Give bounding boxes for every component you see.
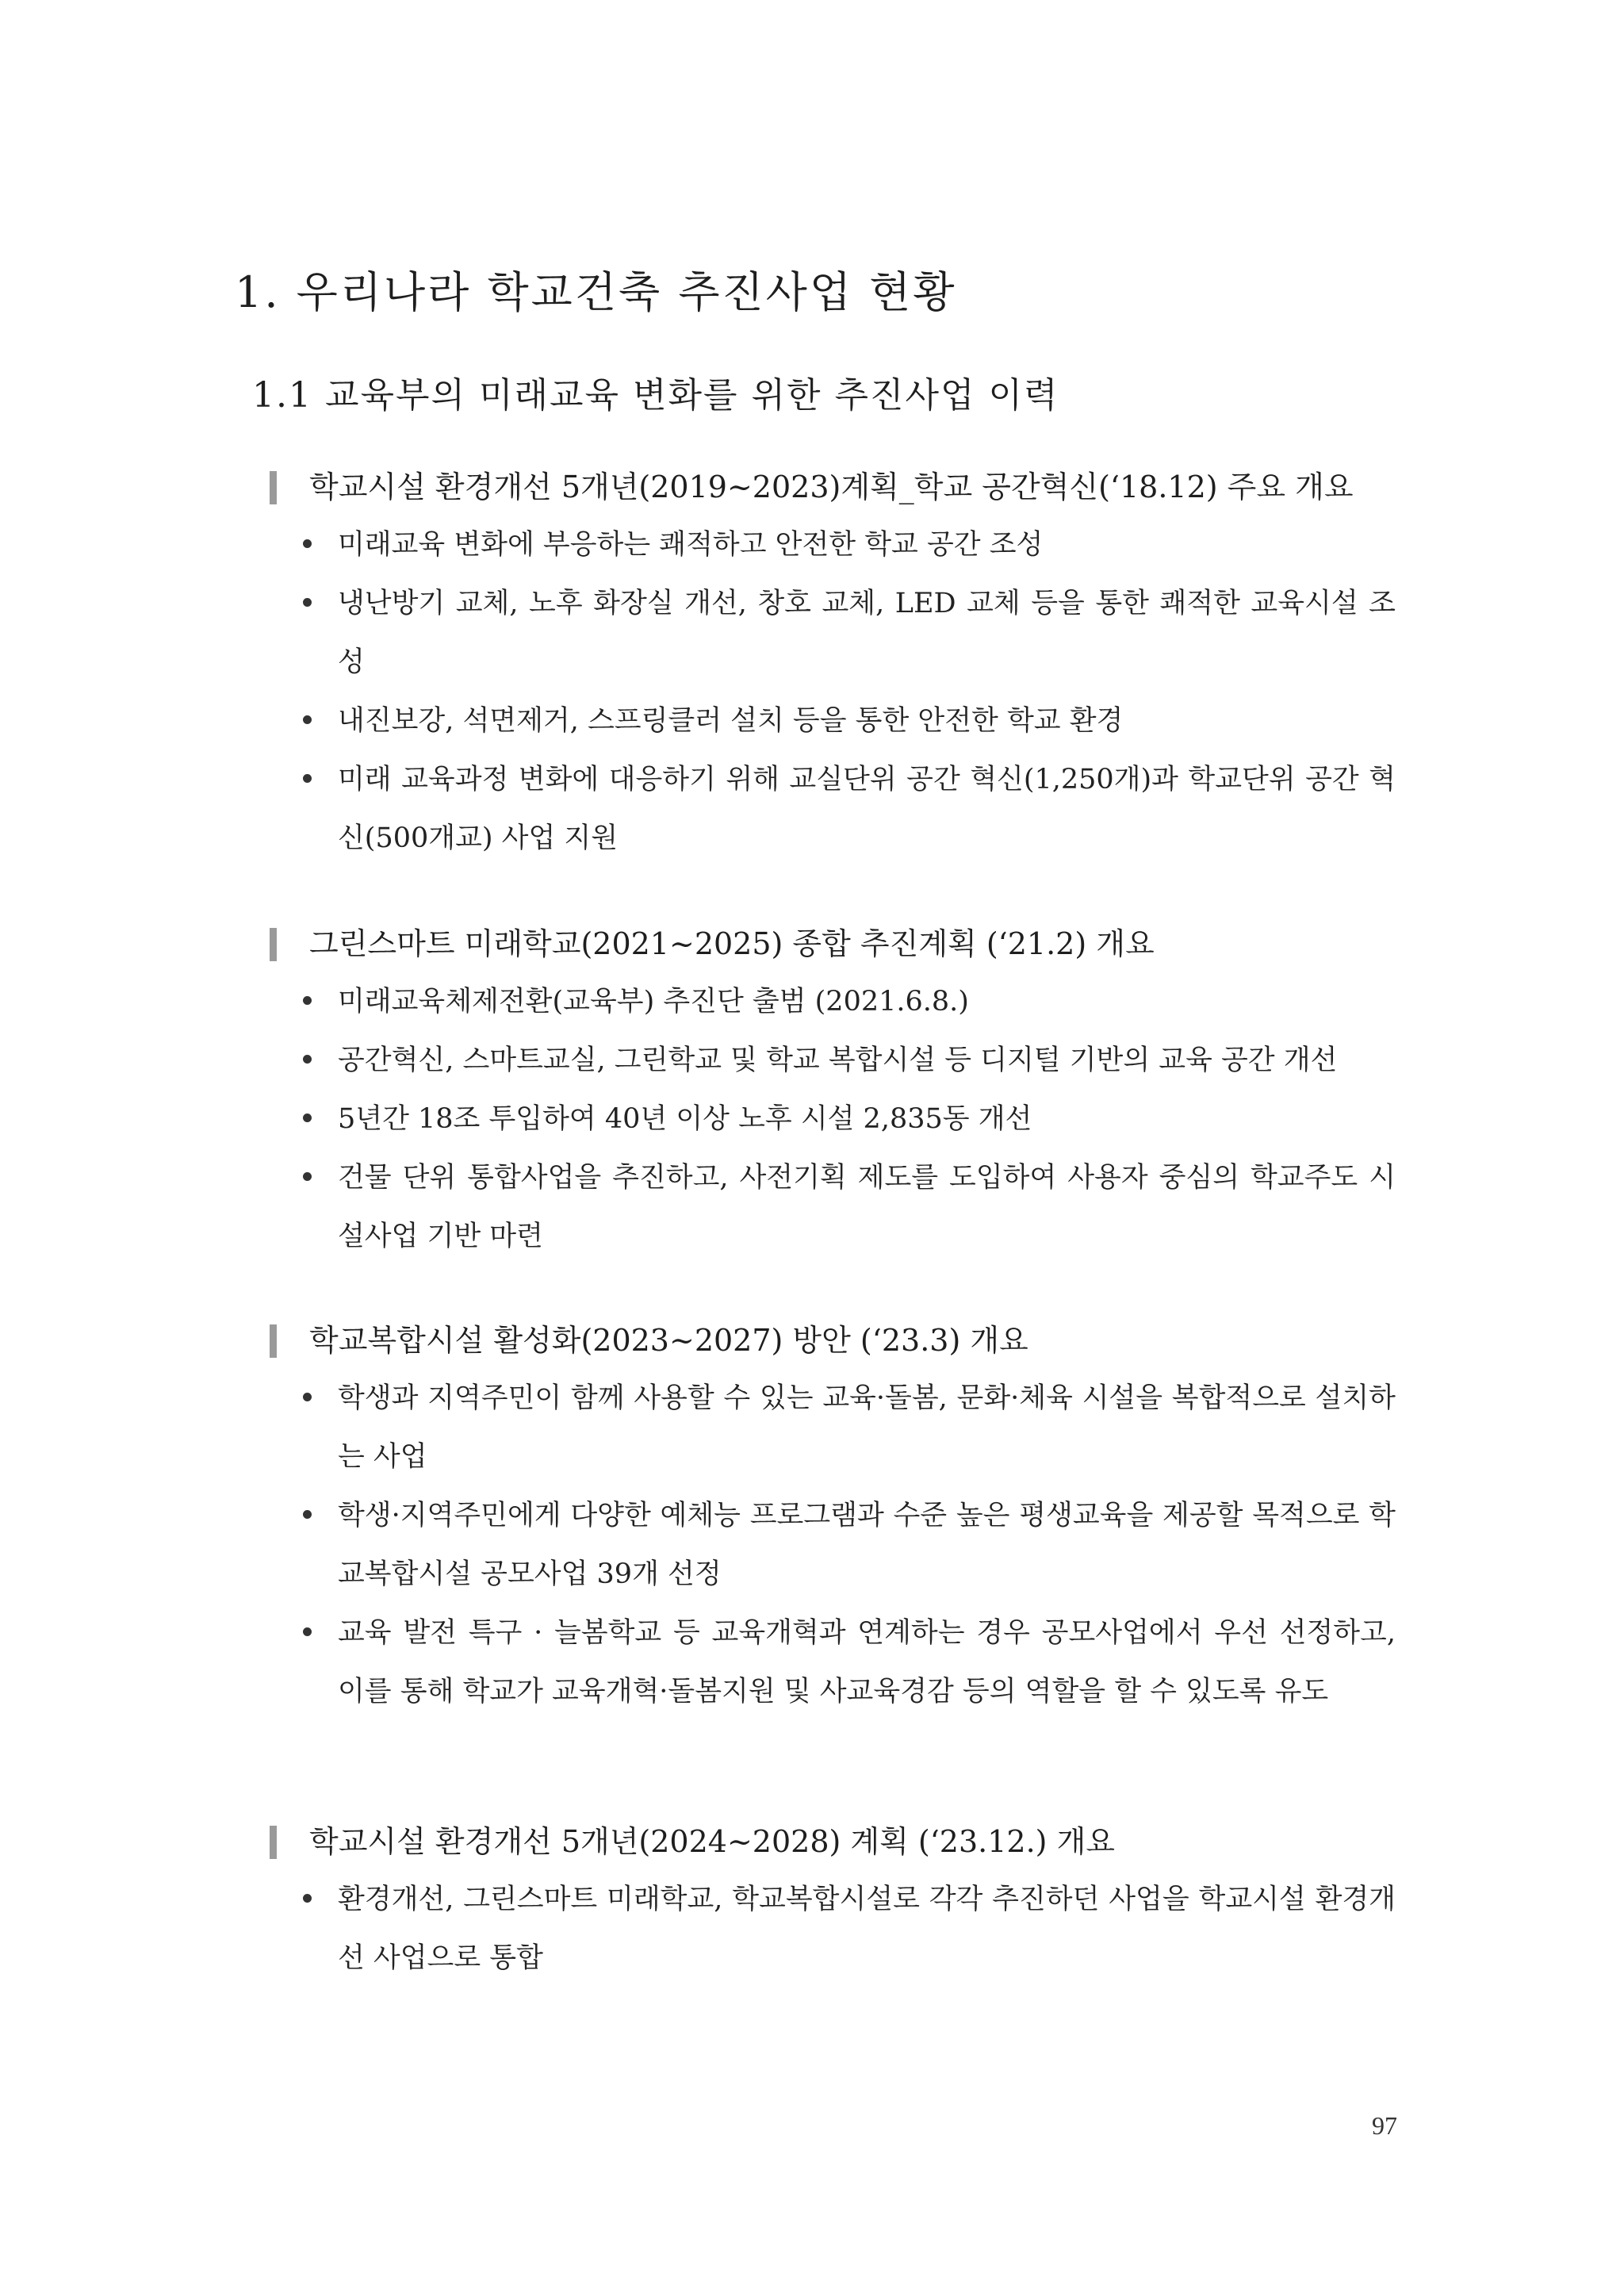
bullet-dot-icon	[303, 539, 312, 548]
list-item: 내진보강, 석면제거, 스프링클러 설치 등을 통한 안전한 학교 환경	[270, 692, 1396, 750]
section-marker-bar	[270, 471, 277, 504]
section-heading: 1.1 교육부의 미래교육 변화를 위한 추진사업 이력	[252, 375, 1059, 416]
bullet-dot-icon	[303, 598, 312, 607]
bullet-dot-icon	[303, 1894, 312, 1903]
list-item: 미래 교육과정 변화에 대응하기 위해 교실단위 공간 혁신(1,250개)과 학교단위 공간 혁신(500개교) 사업 지원	[270, 750, 1396, 868]
list-item: 교육 발전 특구 · 늘봄학교 등 교육개혁과 연계하는 경우 공모사업에서 우선 선정하고, 이를 통해 학교가 교육개혁·돌봄지원 및 사교육경감 등의 역할을 할 수 있도록 유도	[270, 1604, 1396, 1721]
list-item: 공간혁신, 스마트교실, 그린학교 및 학교 복합시설 등 디지털 기반의 교육 공간 개선	[270, 1031, 1396, 1090]
list-item: 미래교육 변화에 부응하는 쾌적하고 안전한 학교 공간 조성	[270, 516, 1396, 574]
subsection-2	[270, 922, 1396, 1266]
bullet-dot-icon	[303, 1627, 312, 1636]
bullet-dot-icon	[303, 1172, 312, 1181]
page-number: 97	[1372, 2111, 1397, 2140]
bullet-dot-icon	[303, 1055, 312, 1064]
subsection-title	[270, 465, 1396, 509]
list-item: 환경개선, 그린스마트 미래학교, 학교복합시설로 각각 추진하던 사업을 학교시설 환경개선 사업으로 통합	[270, 1870, 1396, 1987]
section-marker-bar	[270, 1826, 277, 1859]
bullet-dot-icon	[303, 1114, 312, 1122]
subsection-title	[270, 922, 1396, 966]
subsection-4	[270, 1819, 1396, 1987]
section-marker-bar	[270, 928, 277, 961]
subsection-title	[270, 1819, 1396, 1864]
bullet-dot-icon	[303, 715, 312, 724]
bullet-dot-icon	[303, 774, 312, 783]
bullet-list	[270, 1870, 1396, 1987]
subsection-title-text: 학교복합시설 활성화(2023~2027) 방안 (‘23.3) 개요	[309, 1323, 1028, 1358]
subsection-title-text: 학교시설 환경개선 5개년(2024~2028) 계획 (‘23.12.) 개요	[309, 1824, 1115, 1859]
section-marker-bar	[270, 1324, 277, 1358]
bullet-dot-icon	[303, 1393, 312, 1401]
list-item: 학생·지역주민에게 다양한 예체능 프로그램과 수준 높은 평생교육을 제공할 목적으로 학교복합시설 공모사업 39개 선정	[270, 1486, 1396, 1604]
list-item: 학생과 지역주민이 함께 사용할 수 있는 교육·돌봄, 문화·체육 시설을 복합적으로 설치하는 사업	[270, 1369, 1396, 1486]
chapter-heading: 1. 우리나라 학교건축 추진사업 현황	[235, 267, 957, 317]
subsection-title	[270, 1318, 1396, 1363]
subsection-1	[270, 465, 1396, 868]
list-item: 미래교육체제전환(교육부) 추진단 출범 (2021.6.8.)	[270, 972, 1396, 1031]
bullet-dot-icon	[303, 1510, 312, 1519]
bullet-list	[270, 972, 1396, 1266]
subsection-3	[270, 1318, 1396, 1721]
subsection-title-text: 그린스마트 미래학교(2021~2025) 종합 추진계획 (‘21.2) 개요	[309, 926, 1155, 961]
bullet-list	[270, 1369, 1396, 1721]
list-item: 건물 단위 통합사업을 추진하고, 사전기획 제도를 도입하여 사용자 중심의 학교주도 시설사업 기반 마련	[270, 1148, 1396, 1266]
bullet-list	[270, 516, 1396, 868]
list-item: 5년간 18조 투입하여 40년 이상 노후 시설 2,835동 개선	[270, 1090, 1396, 1148]
list-item: 냉난방기 교체, 노후 화장실 개선, 창호 교체, LED 교체 등을 통한 쾌적한 교육시설 조성	[270, 574, 1396, 692]
bullet-dot-icon	[303, 996, 312, 1005]
subsection-title-text: 학교시설 환경개선 5개년(2019~2023)계획_학교 공간혁신(‘18.12) 주요 개요	[309, 470, 1354, 504]
